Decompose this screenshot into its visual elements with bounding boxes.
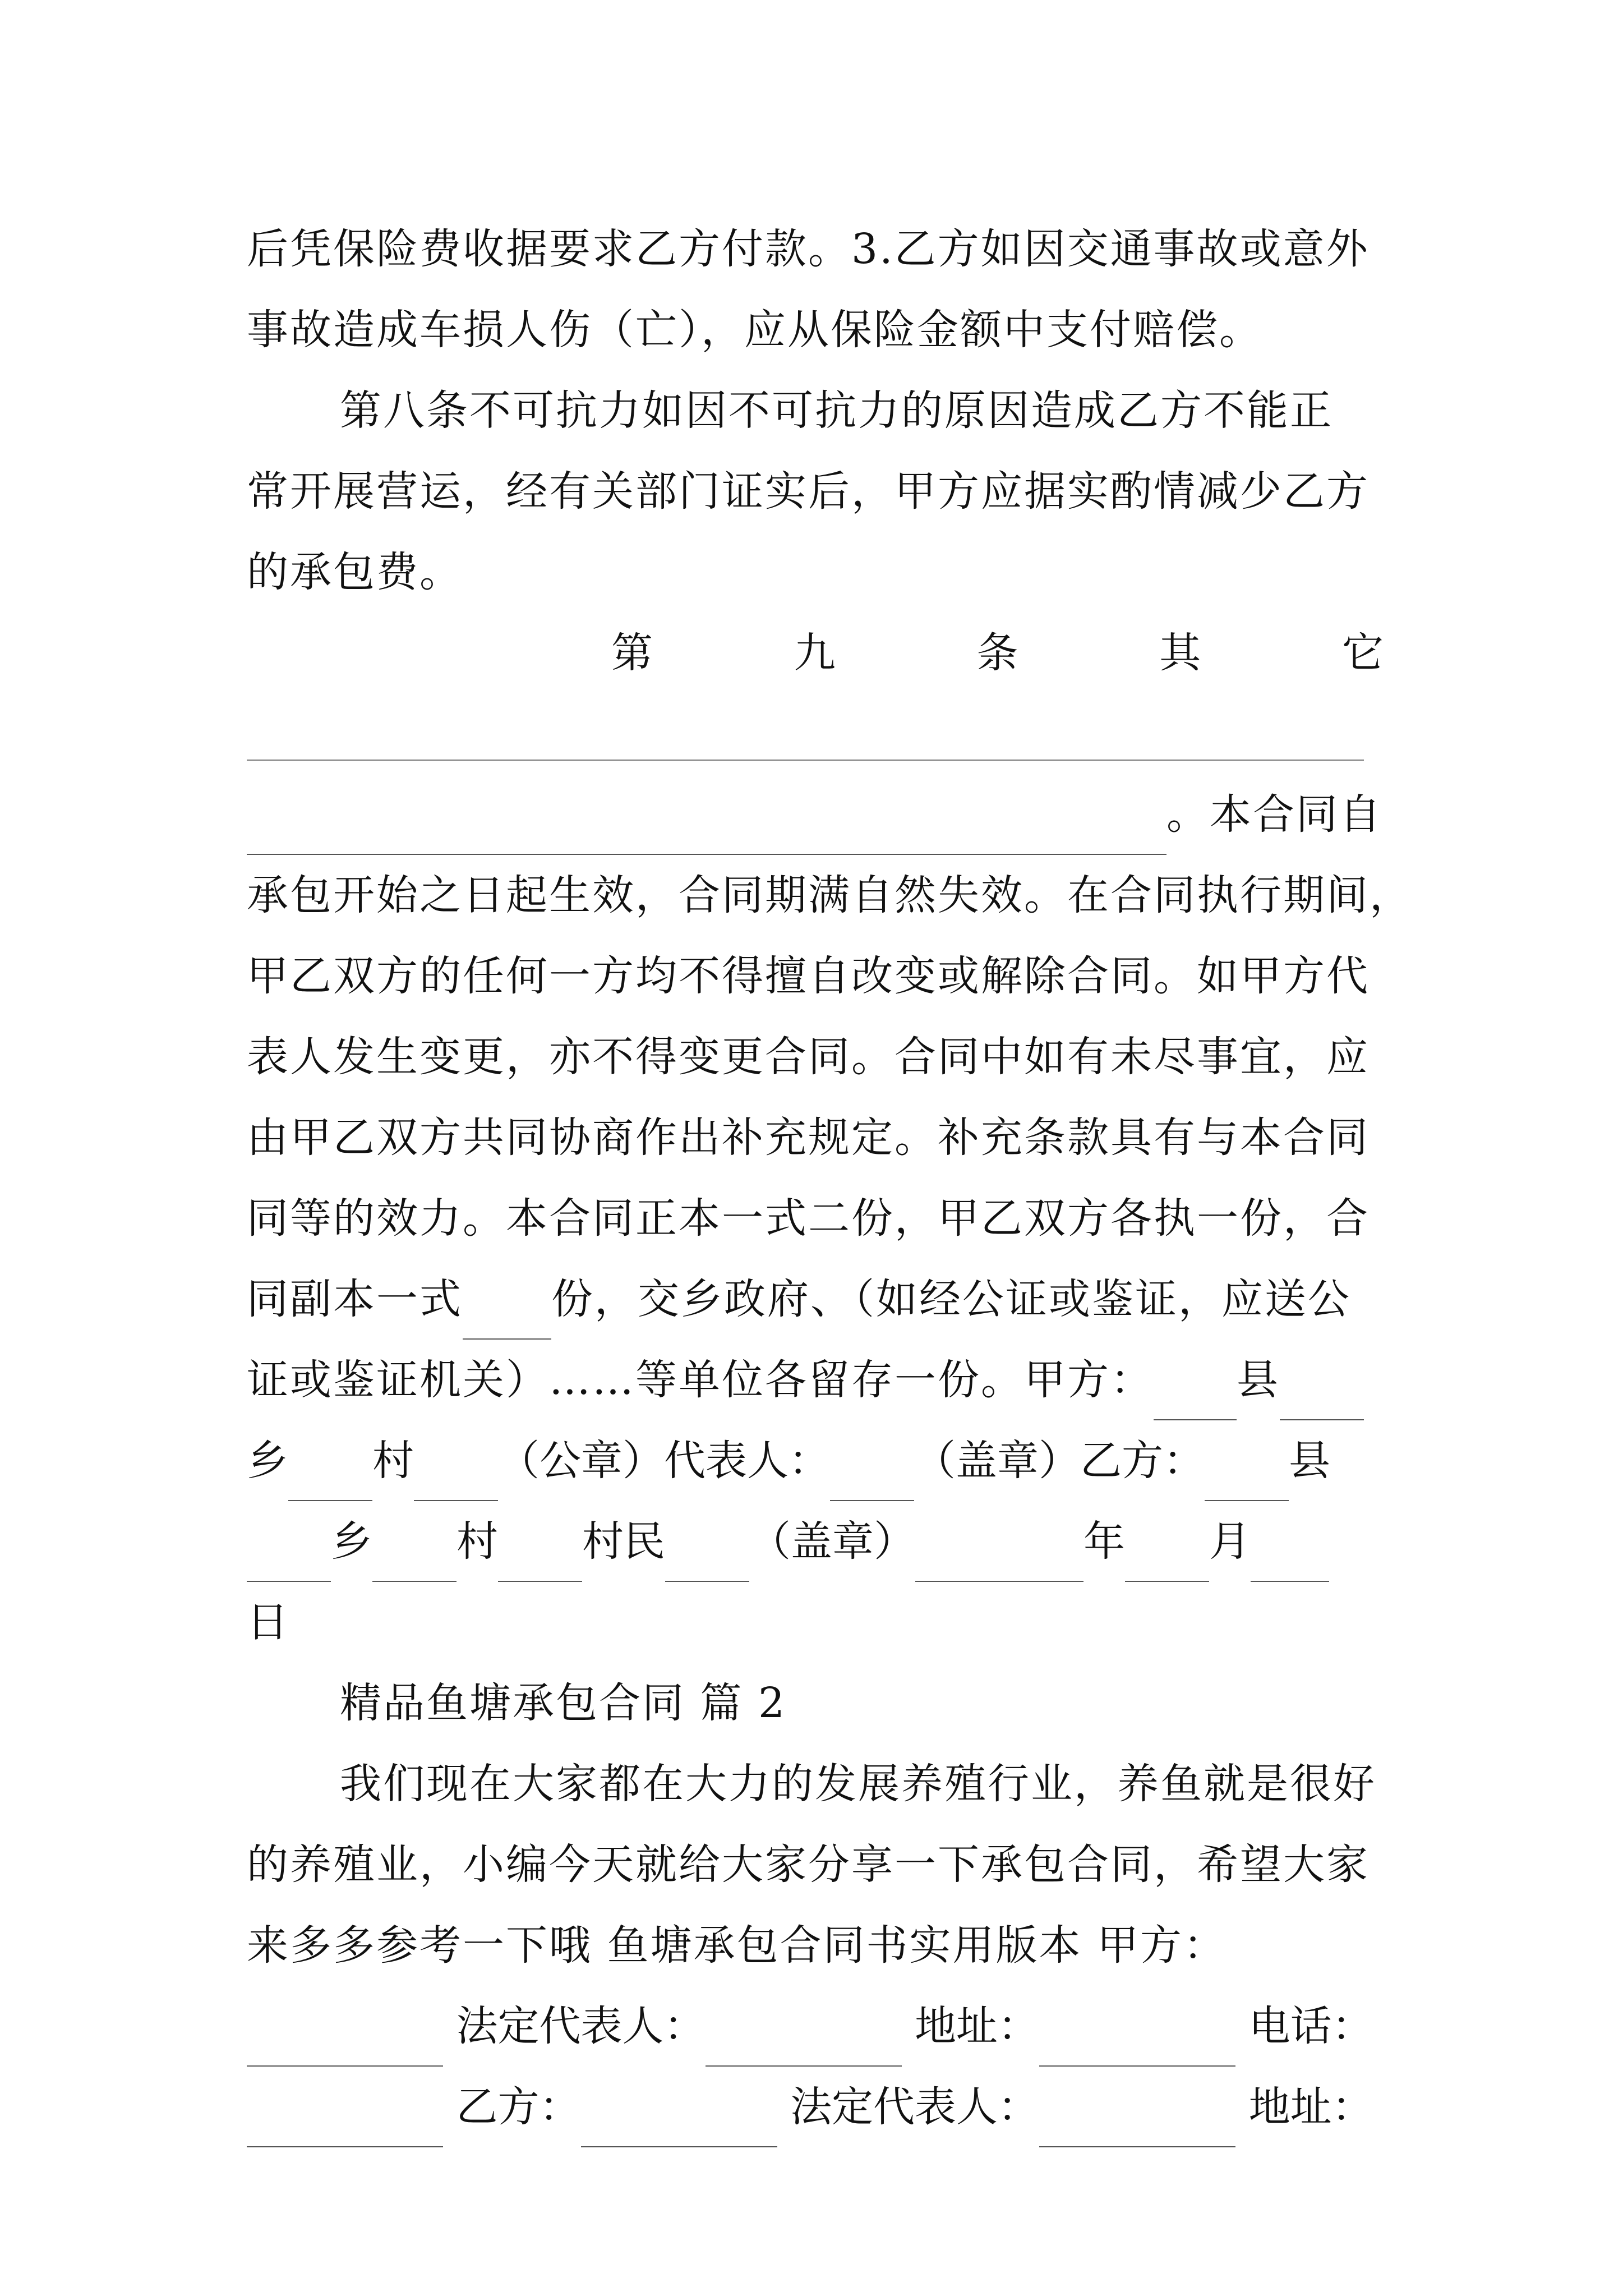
blank-field	[665, 1527, 749, 1582]
blank-field	[581, 2092, 777, 2147]
heading-char: 它	[1342, 629, 1385, 677]
blank-field	[247, 800, 1166, 855]
text-span: 地址：	[1248, 2083, 1373, 2131]
text-line: 来多多参考一下哦 鱼塘承包合同书实用版本 甲方：	[247, 1921, 1227, 1970]
text-span: 证或鉴证机关）……等单位各留存一份。甲方：	[247, 1356, 1154, 1404]
text-line: 承包开始之日起生效，合同期满自然失效。在合同执行期间，	[247, 871, 1413, 919]
text-line	[247, 1340, 1385, 1420]
blank-field	[1205, 1446, 1289, 1501]
blank-field	[247, 2092, 443, 2147]
text-line	[247, 1259, 1385, 1340]
text-line: 的承包费。	[247, 548, 463, 596]
text-span: （盖章）乙方：	[914, 1437, 1205, 1485]
heading-char: 条	[976, 629, 1020, 677]
section-title-part-2: 精品鱼塘承包合同 篇 2	[340, 1679, 787, 1727]
text-span: 乡	[247, 1437, 288, 1485]
text-span: （公章）代表人：	[498, 1437, 830, 1485]
heading-char: 九	[794, 629, 837, 677]
text-line: 后凭保险费收据要求乙方付款。3.乙方如因交通事故或意外	[247, 225, 1370, 273]
blank-field	[1039, 2012, 1235, 2067]
text-line	[247, 774, 1385, 855]
text-line: 常开展营运，经有关部门证实后，甲方应据实酌情减少乙方	[247, 467, 1370, 516]
underline-rule	[247, 760, 1364, 761]
text-line: 我们现在大家都在大力的发展养殖行业，养鱼就是很好	[340, 1760, 1376, 1808]
heading-char: 第	[611, 629, 654, 677]
text-span: （盖章）	[749, 1517, 915, 1566]
text-line	[247, 1501, 1385, 1582]
text-span: 乡	[331, 1517, 372, 1566]
blank-field	[247, 2012, 443, 2067]
text-line	[247, 1420, 1385, 1501]
blank-field	[706, 2012, 902, 2067]
blank-field	[372, 1527, 457, 1582]
text-line	[247, 1986, 1385, 2067]
text-span: 。本合同自	[1166, 790, 1382, 839]
blank-field	[1280, 1365, 1364, 1420]
blank-field	[1039, 2092, 1235, 2147]
paragraph-article-8: 第八条不可抗力如因不可抗力的原因造成乙方不能正	[340, 386, 1333, 435]
text-span: 电话：	[1248, 2002, 1373, 2050]
text-line: 同等的效力。本合同正本一式二份，甲乙双方各执一份，合	[247, 1194, 1370, 1243]
text-span: 份，交乡政府、（如经公证或鉴证，应送公	[551, 1275, 1351, 1323]
heading-char: 其	[1159, 629, 1203, 677]
text-line: 事故造成车损人伤（亡），应从保险金额中支付赔偿。	[247, 306, 1262, 354]
blank-field	[247, 1527, 331, 1582]
text-span: 法定代表人：	[790, 2083, 1040, 2131]
blank-fill-line	[247, 693, 1385, 774]
text-line: 日	[247, 1598, 290, 1646]
blank-field	[414, 1446, 498, 1501]
text-line: 表人发生变更，亦不得变更合同。合同中如有未尽事宜，应	[247, 1033, 1370, 1081]
blank-field	[830, 1446, 914, 1501]
text-span: 乙方：	[456, 2083, 581, 2131]
text-span: 同副本一式	[247, 1275, 463, 1323]
text-line: 的养殖业，小编今天就给大家分享一下承包合同，希望大家	[247, 1841, 1370, 1889]
blank-field	[1251, 1527, 1329, 1582]
text-line: 甲乙双方的任何一方均不得擅自改变或解除合同。如甲方代	[247, 952, 1370, 1000]
text-span: 村	[372, 1437, 414, 1485]
blank-field	[1154, 1365, 1237, 1420]
text-span: 法定代表人：	[456, 2002, 706, 2050]
blank-field	[463, 1285, 551, 1340]
blank-field	[288, 1446, 372, 1501]
blank-field	[915, 1527, 1083, 1582]
text-span: 年	[1083, 1517, 1125, 1566]
text-span: 县	[1237, 1356, 1280, 1404]
blank-field	[1125, 1527, 1209, 1582]
text-line: 由甲乙双方共同协商作出补充规定。补充条款具有与本合同	[247, 1114, 1370, 1162]
text-span: 村民	[582, 1517, 665, 1566]
text-span: 地址：	[915, 2002, 1040, 2050]
text-span: 村	[457, 1517, 498, 1566]
document-body	[247, 209, 1413, 2147]
blank-field	[498, 1527, 582, 1582]
text-span: 县	[1289, 1437, 1330, 1485]
text-span: 月	[1209, 1517, 1251, 1566]
article-9-heading	[247, 613, 1385, 693]
text-line	[247, 2067, 1385, 2147]
